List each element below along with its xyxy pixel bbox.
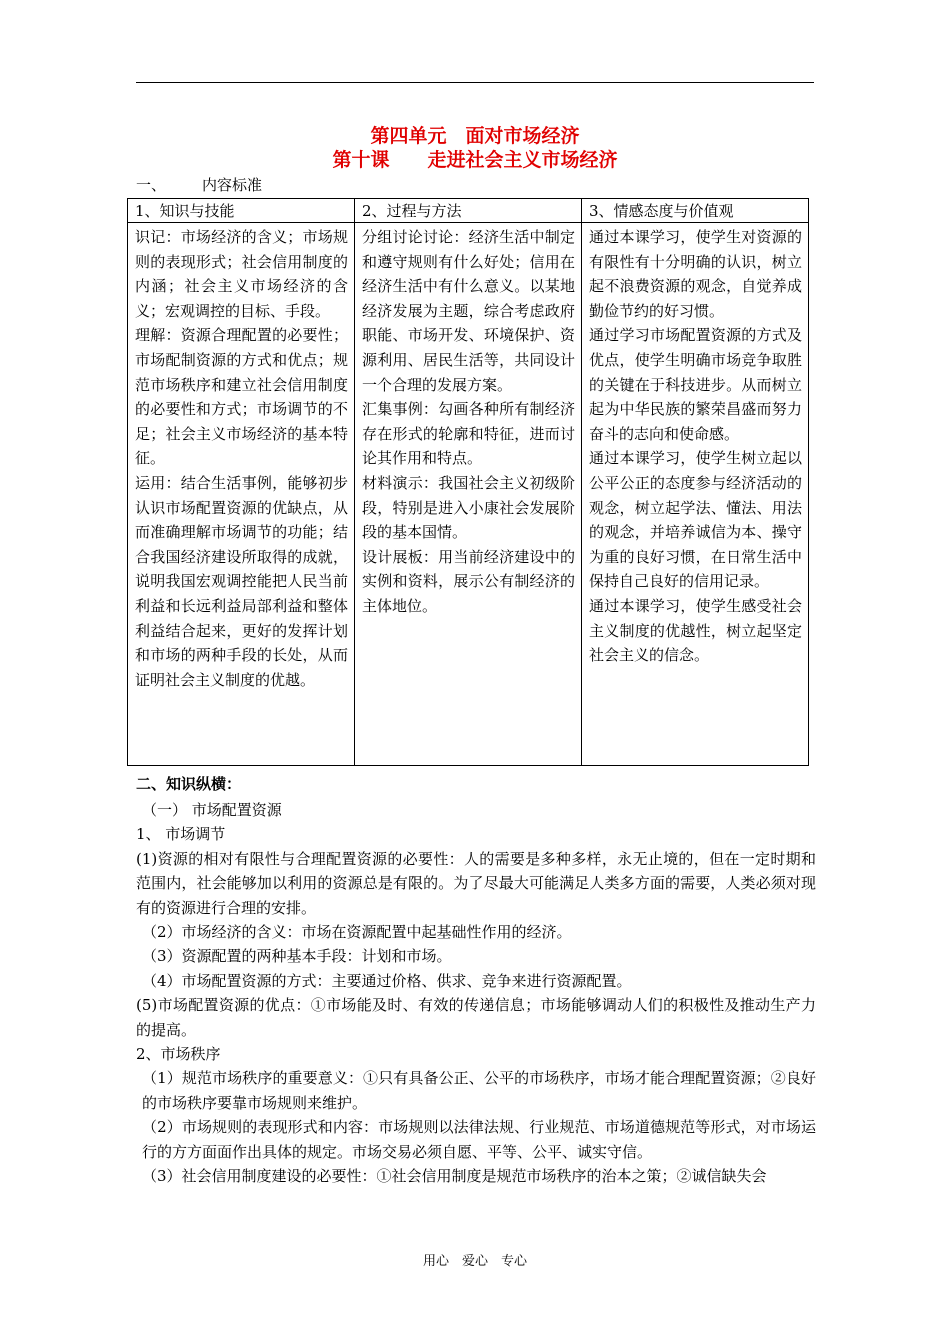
unit-title: 第四单元 面对市场经济 — [370, 125, 580, 147]
section-2-heading: 二、知识纵横： — [136, 775, 242, 793]
paragraph: (5)市场配置资源的优点：①市场能及时、有效的传递信息；市场能够调动人们的积极性及推动生产力的提高。 — [136, 996, 816, 1039]
paragraph: （2）市场经济的含义：市场在资源配置中起基础性作用的经济。 — [142, 923, 572, 942]
item-market-order: 2、市场秩序 — [136, 1045, 221, 1064]
section-1-label: 内容标准 — [202, 176, 263, 194]
attitude-resources: 通过本课学习，使学生对资源的有限性有十分明确的认识，树立起不浪费资源的观念，自觉养成勤俭节约的好习惯。 — [589, 228, 802, 320]
standards-table — [127, 198, 809, 766]
attitude-socialism: 通过本课学习，使学生感受社会主义制度的优越性，树立起坚定社会主义的信念。 — [589, 596, 802, 665]
paragraph: （3）资源配置的两种基本手段：计划和市场。 — [142, 947, 452, 966]
process-cell — [355, 223, 582, 766]
header-process: 2、过程与方法 — [355, 199, 582, 223]
knowledge-apply: 运用：结合生活事例，能够初步认识市场配置资源的优缺点，从而准确理解市场调节的功能；结合我国经济建设所取得的成就，说明我国宏观调控能把人民当前利益和长远利益局部利益和整体利益结合起来，更好的发挥计划和市场的两种手段的长处，从而证明社会主义制度的优越。 — [135, 473, 348, 689]
process-materials: 材料演示：我国社会主义初级阶段，特别是进入小康社会发展阶段的基本国情。 — [362, 473, 575, 542]
paragraph: （4）市场配置资源的方式：主要通过价格、供求、竞争来进行资源配置。 — [142, 971, 632, 990]
header-knowledge: 1、知识与技能 — [128, 199, 355, 223]
knowledge-content — [136, 798, 816, 1189]
knowledge-cell — [128, 223, 355, 766]
subsection-market-allocation: （一） 市场配置资源 — [142, 801, 282, 819]
section-1-number: 一、 — [136, 176, 167, 194]
paragraph: (1)资源的相对有限性与合理配置资源的必要性：人的需要是多种多样，永无止境的，但在一定时期和范围内，社会能够加以利用的资源总是有限的。为了尽最大可能满足人类多方面的需要，人类必须对现有的资源进行合理的安排。 — [136, 849, 816, 917]
page-footer: 用心 爱心 专心 — [422, 1254, 527, 1269]
header-attitude: 3、情感态度与价值观 — [582, 199, 809, 223]
header-rule — [136, 82, 814, 83]
knowledge-recall: 识记：市场经济的含义；市场规则的表现形式；社会信用制度的内涵；社会主义市场经济的含义；宏观调控的目标、手段。 — [135, 228, 348, 320]
lesson-title: 第十课 走进社会主义市场经济 — [332, 149, 618, 171]
attitude-cell — [582, 223, 809, 766]
section-1-heading — [136, 174, 262, 196]
attitude-fairness: 通过本课学习，使学生树立起以公平公正的态度参与经济活动的观念，树立起学法、懂法、用法的观念，并培养诚信为本、操守为重的良好习惯，在日常生活中保持自己良好的信用记录。 — [589, 449, 802, 591]
process-examples: 汇集事例：勾画各种所有制经济存在形式的轮廓和特征，进而讨论其作用和特点。 — [362, 400, 575, 468]
process-discussion: 分组讨论讨论：经济生活中制定和遵守规则有什么好处；信用在经济生活中有什么意义。以某地经济发展为主题，综合考虑政府职能、市场开发、环境保护、资源利用、居民生活等，共同设计一个合理的发展方案。 — [362, 228, 575, 394]
item-market-regulation: 1、 市场调节 — [136, 825, 226, 844]
paragraph: （3）社会信用制度建设的必要性：①社会信用制度是规范市场秩序的治本之策；②诚信缺失会 — [142, 1167, 767, 1186]
paragraph: （1）规范市场秩序的重要意义：①只有具备公正、公平的市场秩序，市场才能合理配置资源；②良好的市场秩序要靠市场规则来维护。 — [142, 1069, 816, 1112]
process-display: 设计展板：用当前经济建设中的实例和资料，展示公有制经济的主体地位。 — [362, 547, 575, 615]
knowledge-understand: 理解：资源合理配置的必要性；市场配制资源的方式和优点；规范市场秩序和建立社会信用制度的必要性和方式；市场调节的不足；社会主义市场经济的基本特征。 — [135, 326, 348, 468]
paragraph: （2）市场规则的表现形式和内容：市场规则以法律法规、行业规范、市场道德规范等形式，对市场运行的方方面面作出具体的规定。市场交易必须自愿、平等、公平、诚实守信。 — [142, 1118, 816, 1161]
attitude-technology: 通过学习市场配置资源的方式及优点，使学生明确市场竞争取胜的关键在于科技进步。从而树立起为中华民族的繁荣昌盛而努力奋斗的志向和使命感。 — [589, 326, 802, 443]
